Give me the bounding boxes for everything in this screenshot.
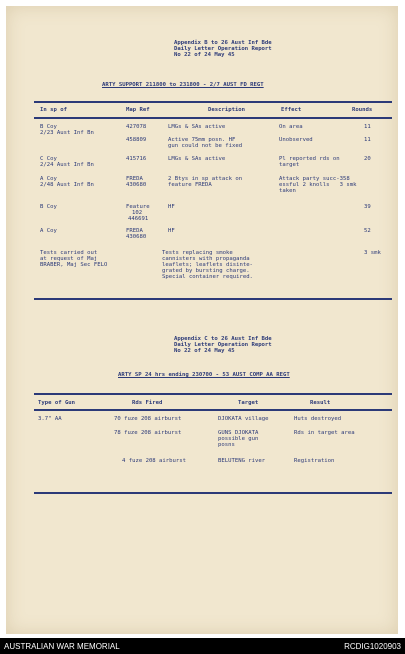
rule <box>34 393 392 395</box>
appx1-title-3: No 22 of 24 May 45 <box>174 52 235 58</box>
appx1-title-1: Appendix B to 26 Aust Inf Bde <box>174 40 272 46</box>
row-sp: 2/23 Aust Inf Bn <box>40 130 94 136</box>
row-mapref: FREDA <box>126 228 143 234</box>
row-sp: B Coy <box>40 124 57 130</box>
row-sp: A Coy <box>40 228 57 234</box>
row-description: LMGs & SAs active <box>168 156 226 162</box>
col-header-effect: Effect <box>281 107 302 113</box>
row-description: LMGs & SAs active <box>168 124 226 130</box>
row-rds: 4 fuze 208 airburst <box>122 458 186 464</box>
footer-item-id: RCDIG1020903 <box>344 641 401 651</box>
row-sp: BRABER, Maj Sec FELO <box>40 262 108 268</box>
appx2-title-1: Appendix C to 26 Aust Inf Bde <box>174 336 272 342</box>
footer-institution: AUSTRALIAN WAR MEMORIAL <box>4 641 120 651</box>
row-rounds: 52 <box>364 228 371 234</box>
row-sp: 2/48 Aust Inf Bn <box>40 182 94 188</box>
row-rounds: 3 smk <box>364 250 381 256</box>
row-mapref: Feature <box>126 204 150 210</box>
row-rounds: 11 <box>364 137 371 143</box>
row-description: HF <box>168 204 175 210</box>
appx1-subtitle: ARTY SUPPORT 211800 to 231800 - 2/7 AUST FD REGT <box>102 82 264 88</box>
row-effect: taken <box>279 188 296 194</box>
row-effect: Pl reported rds on <box>279 156 340 162</box>
row-target: posns <box>218 442 235 448</box>
row-description: feature FREDA <box>168 182 212 188</box>
appx1-title-2: Daily Letter Operation Report <box>174 46 272 52</box>
col-header-sp: In sp of <box>40 107 67 113</box>
row-description: Tests replacing smoke <box>162 250 233 256</box>
col-header-rds: Rds Fired <box>132 400 163 406</box>
appx2-subtitle: ARTY SP 24 hrs ending 230700 - 53 AUST COMP AA REGT <box>118 372 290 378</box>
col-header-mapref: Map Ref <box>126 107 150 113</box>
row-target: possible gun <box>218 436 259 442</box>
row-mapref: 458809 <box>126 137 147 143</box>
row-target: GUNS DJOKATA <box>218 430 259 436</box>
rule <box>34 298 392 300</box>
row-description: leaflets; leaflets disinte- <box>162 262 253 268</box>
row-rounds: 20 <box>364 156 371 162</box>
row-effect: target <box>279 162 300 168</box>
rule <box>34 117 392 119</box>
row-description: cannisters with propaganda <box>162 256 250 262</box>
document-sheet <box>6 6 398 634</box>
row-mapref: 415716 <box>126 156 147 162</box>
row-rds: 78 fuze 208 airburst <box>114 430 182 436</box>
appx2-title-3: No 22 of 24 May 45 <box>174 348 235 354</box>
row-result: Rds in target area <box>294 430 355 436</box>
row-description: 2 Btys in sp attack on <box>168 176 243 182</box>
row-description: HF <box>168 228 175 234</box>
col-header-description: Description <box>208 107 246 113</box>
row-mapref: 430680 <box>126 234 147 240</box>
row-result: Huts destroyed <box>294 416 342 422</box>
row-mapref: 446691 <box>128 216 149 222</box>
row-sp: Tests carried out <box>40 250 98 256</box>
row-sp: C Coy <box>40 156 57 162</box>
row-target: DJOKATA village <box>218 416 269 422</box>
row-rounds: 39 <box>364 204 371 210</box>
row-description: Active 75mm posn. HF <box>168 137 236 143</box>
rule <box>34 409 392 411</box>
row-rounds: 11 <box>364 124 371 130</box>
row-effect: Unobserved <box>279 137 313 143</box>
rule <box>34 492 392 494</box>
row-sp: 2/24 Aust Inf Bn <box>40 162 94 168</box>
row-gun: 3.7" AA <box>38 416 62 422</box>
row-description: grated by bursting charge. <box>162 268 250 274</box>
row-rds: 70 fuze 208 airburst <box>114 416 182 422</box>
row-description: gun could not be fixed <box>168 143 243 149</box>
col-header-result: Result <box>310 400 331 406</box>
row-effect: On area <box>279 124 303 130</box>
row-effect: essful 2 knolls 3 smk <box>279 182 357 188</box>
row-result: Registration <box>294 458 335 464</box>
row-description: Special container required. <box>162 274 253 280</box>
row-sp: B Coy <box>40 204 57 210</box>
row-mapref: 427078 <box>126 124 147 130</box>
col-header-target: Target <box>238 400 259 406</box>
rule <box>34 101 392 103</box>
col-header-rounds: Rounds <box>352 107 373 113</box>
col-header-gun: Type of Gun <box>38 400 76 406</box>
row-target: BELUTENG river <box>218 458 266 464</box>
row-mapref: 430680 <box>126 182 147 188</box>
appx2-title-2: Daily Letter Operation Report <box>174 342 272 348</box>
row-sp: A Coy <box>40 176 57 182</box>
row-mapref: FREDA <box>126 176 143 182</box>
archive-footer <box>0 638 405 654</box>
row-mapref: 102 <box>132 210 143 216</box>
row-effect: Attack party succ-358 <box>279 176 350 182</box>
row-sp: at request of Maj <box>40 256 98 262</box>
